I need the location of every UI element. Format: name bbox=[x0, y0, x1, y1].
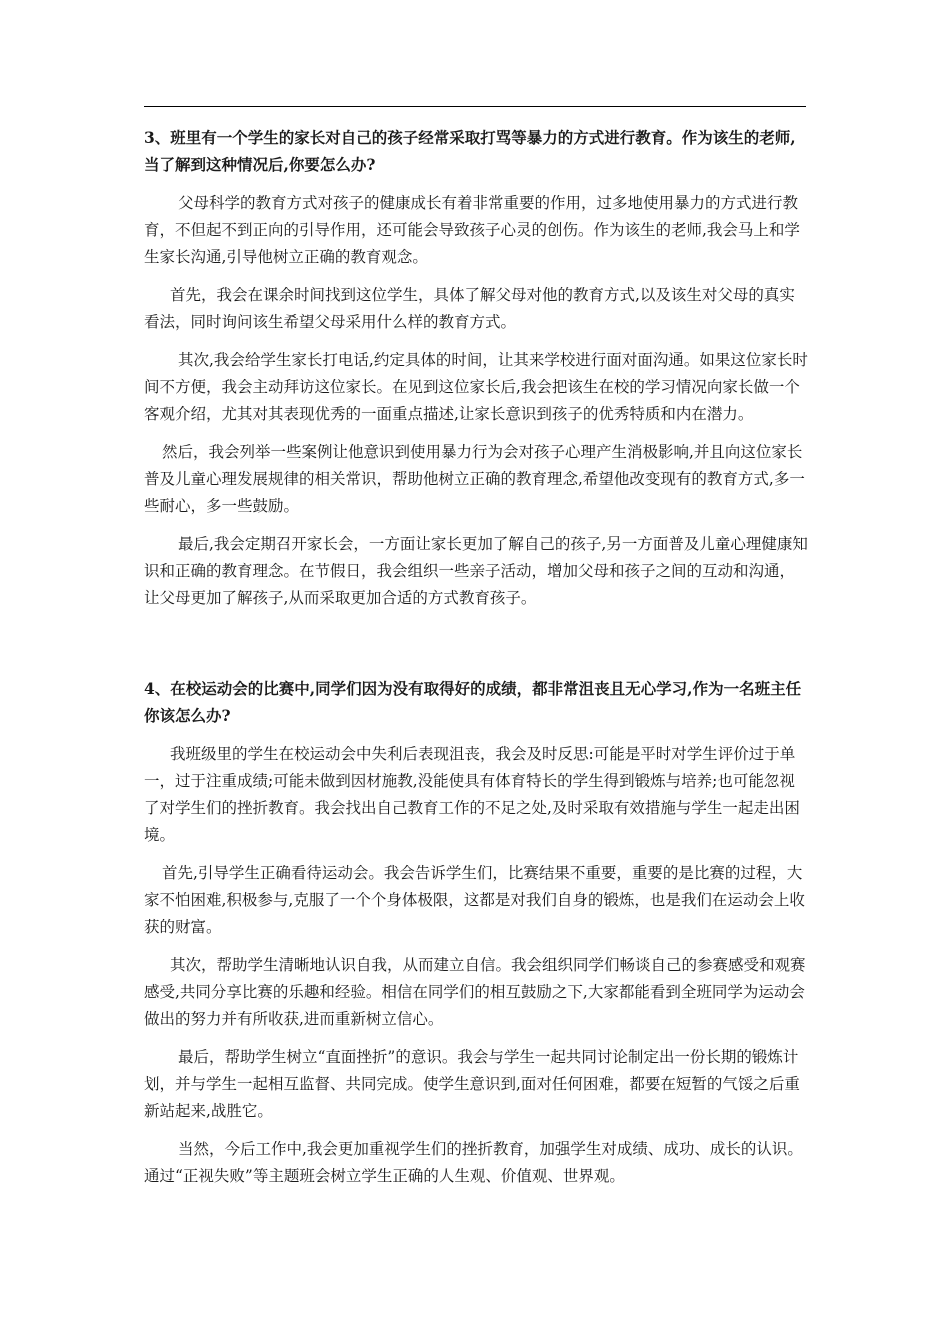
answer-paragraph: 最后，帮助学生树立“直面挫折”的意识。我会与学生一起共同讨论制定出一份长期的锻炼计划，并与学生一起相互监督、共同完成。使学生意识到,面对任何困难，都要在短暂的气馁之后重新站起来,战胜它。 bbox=[144, 1048, 800, 1120]
section-question-4 bbox=[144, 675, 810, 1190]
answer-paragraph: 其次,我会给学生家长打电话,约定具体的时间，让其来学校进行面对面沟通。如果这位家长时间不方便，我会主动拜访这位家长。在见到这位家长后,我会把该生在校的学习情况向家长做一个客观介绍，尤其对其表现优秀的一面重点描述,让家长意识到孩子的优秀特质和内在潜力。 bbox=[144, 351, 808, 423]
answer-paragraph: 最后,我会定期召开家长会，一方面让家长更加了解自己的孩子,另一方面普及儿童心理健康知识和正确的教育理念。在节假日，我会组织一些亲子活动，增加父母和孩子之间的互动和沟通，让父母更加了解孩子,从而采取更加合适的方式教育孩子。 bbox=[144, 535, 808, 607]
answer-paragraph: 首先,引导学生正确看待运动会。我会告诉学生们，比赛结果不重要，重要的是比赛的过程，大家不怕困难,积极参与,克服了一个个身体极限，这都是对我们自身的锻炼，也是我们在运动会上收获的财富。 bbox=[144, 864, 805, 936]
question-heading: 4、在校运动会的比赛中,同学们因为没有取得好的成绩，都非常沮丧且无心学习,作为一名班主任你该怎么办? bbox=[144, 679, 802, 725]
answer-paragraph: 然后，我会列举一些案例让他意识到使用暴力行为会对孩子心理产生消极影响,并且向这位家长普及儿童心理发展规律的相关常识，帮助他树立正确的教育理念,希望他改变现有的教育方式,多一些耐心，多一些鼓励。 bbox=[144, 443, 805, 515]
section-spacer bbox=[144, 623, 810, 675]
question-heading: 3、班里有一个学生的家长对自己的孩子经常采取打骂等暴力的方式进行教育。作为该生的老师,当了解到这种情况后,你要怎么办? bbox=[144, 128, 796, 174]
answer-paragraph: 父母科学的教育方式对孩子的健康成长有着非常重要的作用，过多地使用暴力的方式进行教育，不但起不到正向的引导作用，还可能会导致孩子心灵的创伤。作为该生的老师,我会马上和学生家长沟通,引导他树立正确的教育观念。 bbox=[144, 194, 800, 266]
header-rule bbox=[144, 106, 806, 107]
answer-paragraph: 当然，今后工作中,我会更加重视学生们的挫折教育，加强学生对成绩、成功、成长的认识。通过“正视失败”等主题班会树立学生正确的人生观、价值观、世界观。 bbox=[144, 1140, 803, 1185]
answer-paragraph: 首先，我会在课余时间找到这位学生，具体了解父母对他的教育方式,以及该生对父母的真实看法，同时询问该生希望父母采用什么样的教育方式。 bbox=[144, 286, 795, 331]
answer-paragraph: 其次，帮助学生清晰地认识自我，从而建立自信。我会组织同学们畅谈自己的参赛感受和观赛感受,共同分享比赛的乐趣和经验。相信在同学们的相互鼓励之下,大家都能看到全班同学为运动会做出的努力并有所收获,进而重新树立信心。 bbox=[144, 956, 806, 1028]
document-body bbox=[144, 124, 810, 1201]
section-question-3 bbox=[144, 124, 810, 612]
answer-paragraph: 我班级里的学生在校运动会中失利后表现沮丧，我会及时反思:可能是平时对学生评价过于单一，过于注重成绩;可能未做到因材施教,没能使具有体育特长的学生得到锻炼与培养;也可能忽视了对学生们的挫折教育。我会找出自己教育工作的不足之处,及时采取有效措施与学生一起走出困境。 bbox=[144, 745, 800, 844]
